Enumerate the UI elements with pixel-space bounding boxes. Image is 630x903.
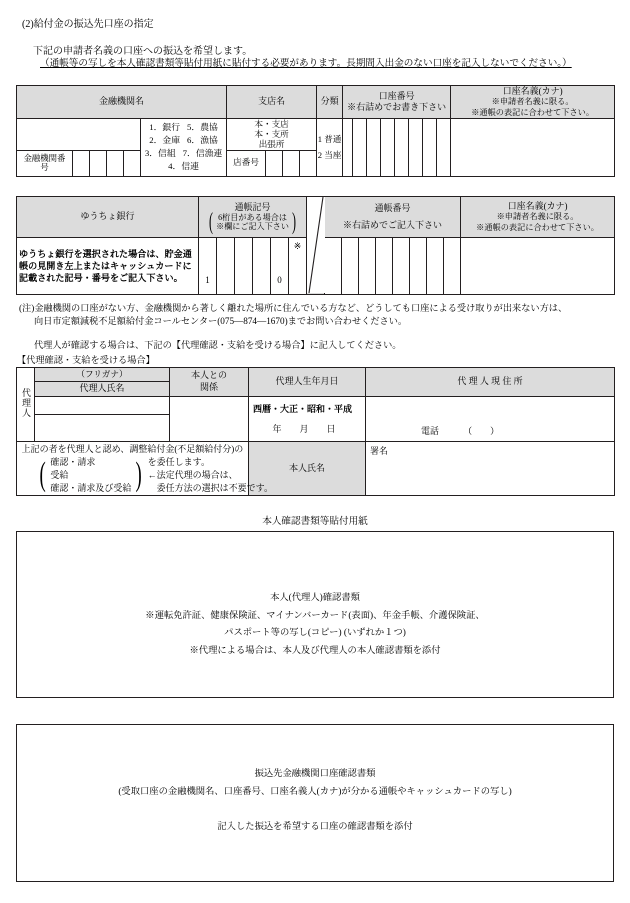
institution-number-cell-3[interactable]: [107, 150, 124, 176]
agent-address-input[interactable]: [366, 397, 615, 442]
agent-delegation-row: [17, 442, 615, 496]
agent-row-vertical-label-text: 代理人: [21, 387, 31, 418]
account-number-cell-4[interactable]: [395, 118, 409, 176]
delegation-options-group[interactable]: [17, 456, 273, 495]
header-passbook-symbol-note-1: 6桁目がある場合は: [218, 212, 287, 222]
passbook-number-cell-4[interactable]: [376, 238, 393, 295]
brace-left-icon: (: [39, 456, 46, 494]
attachment-1-line-2: ※運転免許証、健康保険証、マイナンバーカード(表面)、年金手帳、介護保険証、: [145, 610, 485, 621]
signature-field[interactable]: [366, 442, 615, 496]
attachment-1-line-3: パスポート等の写し(コピー) (いずれか１つ): [224, 628, 406, 639]
bank-table-body-row-upper: [17, 118, 615, 150]
institution-number-cell-1[interactable]: [73, 150, 90, 176]
passbook-symbol-cell-5[interactable]: 0: [271, 238, 289, 295]
agent-name-input[interactable]: [35, 415, 170, 442]
delegation-right-line-2: ←法定代理の場合は、: [147, 470, 238, 481]
institution-number-cell-2[interactable]: [90, 150, 107, 176]
institution-kind-3[interactable]: 3．信組: [144, 148, 176, 159]
institution-number-label-line1: 金融機関番: [23, 153, 66, 163]
header-category-label: 分類: [320, 96, 339, 107]
header-branch-name: [227, 86, 317, 119]
agent-section-heading-text: 【代理確認・支給を受ける場合】: [17, 355, 155, 365]
delegation-right-line-3: 委任方法の選択は不要です。: [147, 483, 273, 494]
institution-kind-6[interactable]: 6．漁協: [187, 135, 218, 146]
passbook-number-cell-7[interactable]: [427, 238, 444, 295]
delegation-line-1: 上記の者を代理人と認め、調整給付金(不足額給付分)の: [21, 444, 244, 454]
institution-kind-5[interactable]: 5．農協: [187, 121, 218, 132]
agent-header-row-1: [17, 368, 615, 382]
signature-label: 署名: [370, 446, 389, 456]
agent-relationship-input[interactable]: [170, 397, 249, 442]
agent-table: [16, 367, 615, 496]
note-no-account-line1: [19, 302, 567, 316]
agent-input-row-1: [17, 397, 615, 415]
brace-left-symbol-note: (: [209, 209, 214, 236]
attachment-2-line-2: (受取口座の金融機関名、口座番号、口座名義人(カナ)が分かる通帳やキャッシュカードの写し): [118, 786, 512, 797]
delegation-statement: [17, 442, 273, 496]
agent-phone-label: 電話: [421, 426, 440, 437]
institution-kind-1[interactable]: 1．銀行: [149, 121, 181, 132]
delegation-right-text: [147, 456, 273, 495]
attachment-2-spacer: [0, 801, 630, 819]
delegation-right-line-1: を委任します。: [147, 457, 210, 468]
branch-type-options[interactable]: [227, 118, 317, 150]
institution-name-input[interactable]: [17, 118, 141, 150]
agent-row-vertical-label: [17, 368, 35, 442]
account-number-cell-2[interactable]: [367, 118, 381, 176]
passbook-number-cell-6[interactable]: [410, 238, 427, 295]
header-passbook-symbol: [199, 197, 307, 238]
branch-number-cell-3[interactable]: [300, 150, 317, 176]
attachment-1-line-4: ※代理による場合は、本人及び代理人の本人確認書類を添付: [189, 645, 441, 656]
branch-type-option-3[interactable]: 出張所: [258, 139, 285, 150]
header-account-holder-note-1: ※申請者名義に限る。: [491, 97, 574, 107]
header-yucho-holder-note-2: ※通帳の表記に合わせて下さい。: [476, 222, 599, 232]
note-line-1: 金融機関の口座がない方、金融機関から著しく離れた場所に住んでいる方など、どうしても口座による受け取りが出来ない方は、: [34, 303, 568, 313]
header-yucho-bank-name: ゆうちょ銀行: [17, 197, 199, 238]
agent-section-heading: [17, 354, 155, 368]
agent-birth-eras[interactable]: 西暦・大正・昭和・平成: [253, 403, 353, 414]
header-account-number: [343, 86, 451, 119]
brace-right-symbol-note: ): [291, 209, 296, 236]
delegation-option-receive[interactable]: 受給: [50, 470, 69, 481]
category-option-futsuu[interactable]: 1 普通: [317, 133, 342, 144]
passbook-number-cell-1[interactable]: [325, 238, 342, 295]
account-number-cell-6[interactable]: [423, 118, 437, 176]
header-institution-name: [17, 86, 227, 119]
lead-text-secondary: [40, 58, 572, 71]
attachment-2-line-1: 振込先金融機関口座確認書類: [254, 769, 376, 779]
header-institution-name-label: 金融機関名: [99, 96, 145, 107]
yucho-table-header-row: [17, 197, 615, 238]
account-number-cell-1[interactable]: [353, 118, 367, 176]
note-agent-instruction: [34, 339, 402, 353]
passbook-symbol-cell-2[interactable]: [217, 238, 235, 295]
passbook-number-cell-2[interactable]: [342, 238, 359, 295]
institution-number-label: [17, 150, 73, 176]
header-account-holder-note-2: ※通帳の表記に合わせて下さい。: [471, 107, 595, 117]
page-title: (2)給付金の振込先口座の指定: [22, 19, 154, 30]
institution-kind-7[interactable]: 7．信漁連: [182, 148, 223, 159]
category-options[interactable]: [317, 118, 343, 176]
note-line-2: 向日市定額減税不足額給付金コールセンター(075―874―1670)までお問い合わせください。: [34, 316, 408, 326]
delegation-option-confirm-claim[interactable]: 確認・請求: [50, 457, 96, 468]
header-account-holder-kana: [451, 86, 615, 119]
account-number-cell-5[interactable]: [409, 118, 423, 176]
agent-birthdate-input[interactable]: [249, 397, 366, 442]
branch-type-option-1[interactable]: 本・支店: [254, 118, 289, 129]
header-category: [317, 86, 343, 119]
category-option-touza[interactable]: 2 当座: [317, 150, 342, 161]
account-number-pad-left: [343, 118, 353, 176]
header-passbook-symbol-note-2: ※欄にご記入下さい: [216, 222, 289, 232]
passbook-number-cell-3[interactable]: [359, 238, 376, 295]
header-agent-relationship-line1: 本人との: [190, 370, 227, 381]
passbook-symbol-cell-4[interactable]: [253, 238, 271, 295]
branch-number-cell-1[interactable]: [266, 150, 283, 176]
attachment-2-line-3: 記入した振込を希望する口座の確認書類を添付: [217, 822, 413, 833]
header-agent-address: 代 理 人 現 住 所: [366, 368, 615, 397]
institution-kind-4[interactable]: 4．信連: [168, 161, 199, 172]
header-account-holder-label: 口座名義(カナ): [502, 86, 563, 96]
account-number-cell-3[interactable]: [381, 118, 395, 176]
header-yucho-account-holder-kana: [461, 197, 615, 238]
branch-type-option-2[interactable]: 本・支所: [254, 129, 289, 140]
lead-text-primary: 下記の申請者名義の口座への振込を希望します。: [33, 46, 253, 57]
passbook-symbol-cell-1[interactable]: 1: [199, 238, 217, 295]
header-agent-relationship: [170, 368, 249, 397]
principal-name-label: 本人氏名: [249, 442, 366, 496]
header-yucho-holder-note-1: ※申請者名義に限る。: [496, 212, 579, 222]
yucho-instruction-text: ゆうちょ銀行を選択された場合は、貯金通帳の見開き左上またはキャッシュカードに記載された記号・番号をご記入下さい。: [17, 238, 199, 295]
header-agent-furigana: （フリガナ）: [35, 368, 170, 382]
yucho-account-holder-input[interactable]: [461, 238, 615, 295]
agent-furigana-input[interactable]: [35, 397, 170, 415]
header-passbook-number: [325, 197, 461, 238]
brace-right-icon: ): [135, 456, 143, 494]
attachment-1-line-1: 本人(代理人)確認書類: [270, 593, 360, 603]
yucho-account-table: [16, 196, 615, 295]
branch-number-label: 店番号: [227, 150, 266, 176]
institution-number-cell-4[interactable]: [124, 150, 141, 176]
agent-note-text: 代理人が確認する場合は、下記の【代理確認・支給を受ける場合】に記入してください。: [34, 340, 402, 350]
passbook-number-cell-5[interactable]: [393, 238, 410, 295]
header-agent-name: 代理人氏名: [35, 382, 170, 397]
header-passbook-symbol-label: 通帳記号: [234, 201, 271, 212]
passbook-symbol-cell-3[interactable]: [235, 238, 253, 295]
attachment-1-content: [0, 590, 630, 661]
agent-phone-value[interactable]: （ ）: [463, 426, 500, 437]
institution-number-label-line2: 号: [40, 163, 49, 173]
header-agent-relationship-line2: 関係: [199, 382, 218, 392]
agent-birth-units[interactable]: 年 月 日: [272, 423, 336, 434]
header-branch-name-label: 支店名: [258, 96, 286, 107]
passbook-symbol-cell-6-asterisk[interactable]: ※: [289, 238, 307, 295]
header-account-number-label: 口座番号: [378, 90, 415, 101]
branch-number-cell-2[interactable]: [283, 150, 300, 176]
passbook-number-cell-8[interactable]: [444, 238, 461, 295]
attachment-1-title: 本人確認書類等貼付用紙: [262, 516, 368, 527]
attachment-2-content: [0, 766, 630, 837]
header-passbook-number-note: ※右詰めでご記入下さい: [343, 219, 443, 230]
account-holder-kana-input[interactable]: [451, 118, 615, 176]
header-yucho-holder-label: 口座名義(カナ): [507, 201, 568, 212]
note-no-account-line2: [34, 315, 407, 329]
bank-table-header-row: [17, 86, 615, 119]
header-passbook-number-label: 通帳番号: [374, 203, 411, 214]
lead-text-secondary-underlined: （通帳等の写しを本人確認書類等貼付用紙に貼付する必要があります。長期間入出金のない口座を記入しないでください。）: [40, 58, 572, 69]
yucho-diagonal-separator: [307, 197, 325, 295]
delegation-option-confirm-claim-receive[interactable]: 確認・請求及び受給: [50, 483, 132, 494]
bank-account-table: [16, 85, 615, 177]
institution-kind-list[interactable]: [141, 118, 227, 176]
header-agent-birthdate: 代理人生年月日: [249, 368, 366, 397]
note-prefix: (注): [19, 303, 35, 313]
account-number-cell-7[interactable]: [437, 118, 451, 176]
institution-kind-2[interactable]: 2．金庫: [149, 135, 181, 146]
header-account-number-note: ※右詰めでお書き下さい: [347, 101, 447, 112]
delegation-options[interactable]: [50, 456, 131, 495]
